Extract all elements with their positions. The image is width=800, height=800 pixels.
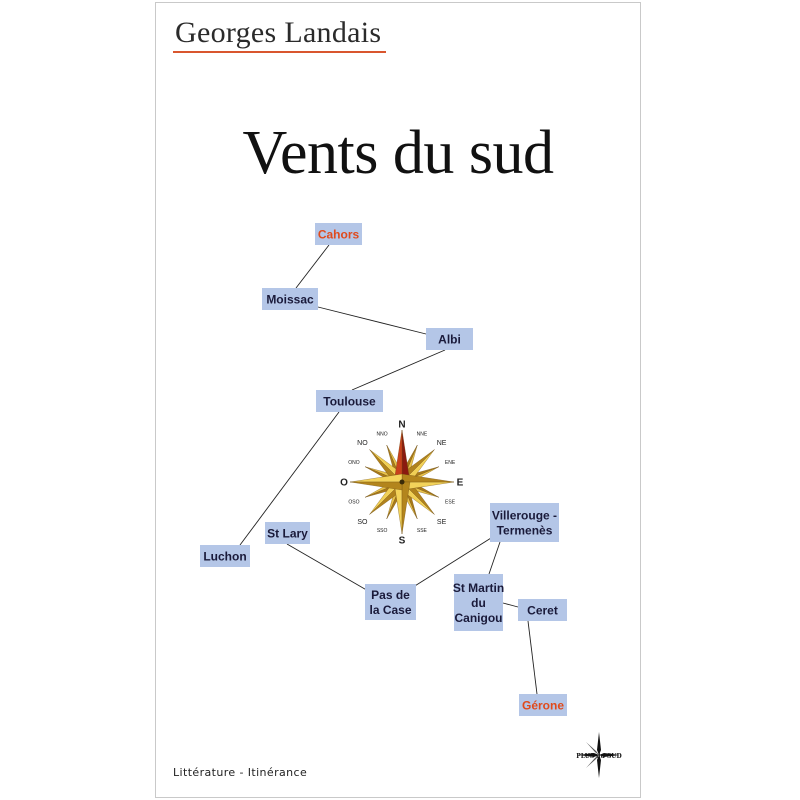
- compass-rose-icon: [340, 420, 464, 547]
- city-label: Termenès: [496, 523, 553, 538]
- compass-label: ENE: [444, 459, 456, 466]
- route-segment: [287, 544, 370, 592]
- compass-label: NO: [357, 439, 368, 447]
- city-label: Canigou: [454, 611, 503, 625]
- route-segment: [352, 350, 445, 390]
- city-box-st-martin: [453, 574, 504, 631]
- compass-label: ONO: [348, 459, 360, 466]
- route-segment: [528, 621, 537, 694]
- city-box-cahors: [315, 223, 362, 245]
- city-box-moissac: [262, 288, 318, 310]
- route-segment: [318, 307, 426, 334]
- city-label: St Lary: [267, 526, 308, 541]
- compass-label: NNE: [416, 431, 428, 438]
- city-box-luchon: [200, 545, 250, 567]
- compass-label: SO: [357, 519, 368, 527]
- compass-label: S: [398, 535, 406, 547]
- city-label: Albi: [438, 332, 461, 347]
- city-label: Luchon: [203, 549, 247, 564]
- city-label: Villerouge -: [491, 508, 558, 523]
- collection-label: Littérature - Itinérance: [173, 766, 308, 779]
- city-label: St Martin: [452, 581, 505, 595]
- compass-label: ESE: [445, 499, 456, 506]
- city-box-st-lary: [265, 522, 310, 544]
- city-label: du: [471, 596, 486, 610]
- compass-label: SE: [436, 519, 447, 527]
- compass-label: E: [456, 477, 464, 489]
- city-label: Pas de: [371, 588, 410, 602]
- compass-label: N: [398, 419, 406, 431]
- route-segment: [489, 542, 500, 574]
- city-label: Cahors: [317, 227, 360, 242]
- city-box-villerouge: [490, 503, 559, 542]
- city-label: Gérone: [521, 698, 565, 713]
- compass-label: OSO: [348, 499, 360, 506]
- city-box-pas-de-la-case: [365, 584, 416, 620]
- author-name: Georges Landais: [175, 16, 382, 49]
- city-label: Moissac: [266, 292, 314, 307]
- book-title: Vents du sud: [242, 119, 554, 187]
- compass-label: NE: [436, 439, 447, 447]
- city-box-albi: [426, 328, 473, 350]
- route-segment: [296, 245, 329, 288]
- compass-label: SSO: [376, 527, 388, 534]
- route-segment: [503, 603, 518, 607]
- city-box-gerone: [519, 694, 567, 716]
- city-box-toulouse: [316, 390, 383, 412]
- compass-label: O: [340, 477, 348, 489]
- compass-label: NNO: [376, 431, 388, 438]
- compass-label: SSE: [416, 527, 427, 534]
- city-label: la Case: [369, 603, 412, 617]
- city-label: Toulouse: [323, 394, 376, 409]
- city-box-ceret: [518, 599, 567, 621]
- city-label: Ceret: [527, 603, 558, 618]
- publisher-name: PLUS du SUD: [576, 753, 622, 760]
